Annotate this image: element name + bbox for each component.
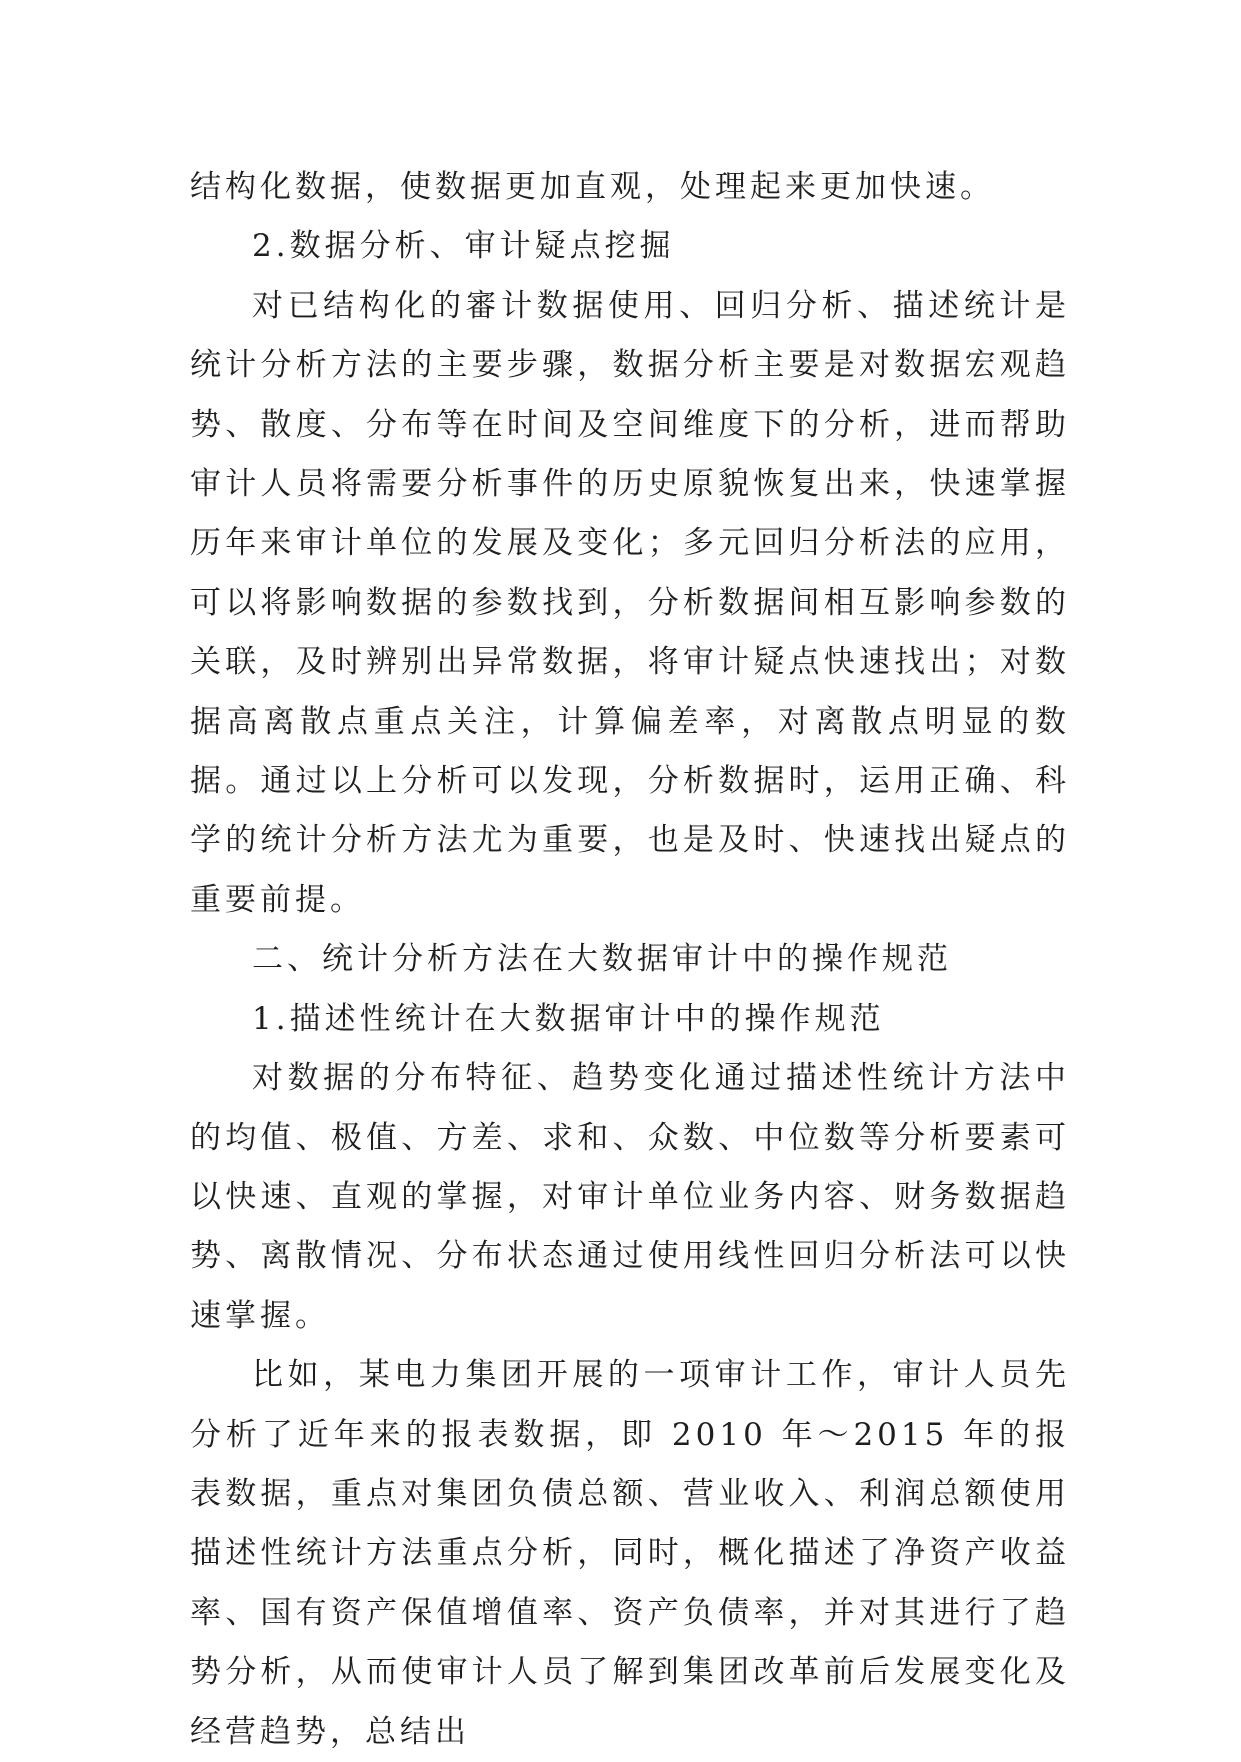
paragraph-1: 结构化数据，使数据更加直观，处理起来更加快速。 — [190, 169, 995, 205]
section-heading-descriptive-statistics: 1.描述性统计在大数据审计中的操作规范 — [252, 1000, 885, 1037]
paragraph-3: 对数据的分布特征、趋势变化通过描述性统计方法中的均值、极值、方差、求和、众数、中位数等分析要素可以快速、直观的掌握，对审计单位业务内容、财务数据趋势、离散情况、分布状态通过使用线性回归分析法可以快速掌握。 — [190, 1060, 1070, 1334]
paragraph-2: 对已结构化的審计数据使用、回归分析、描述统计是统计分析方法的主要步骤，数据分析主要是对数据宏观趋势、散度、分布等在时间及空间维度下的分析，进而帮助审计人员将需要分析事件的历史原貌恢复出来，快速掌握历年来审计单位的发展及变化；多元回归分析法的应用，可以将影响数据的参数找到，分析数据间相互影响参数的关联，及时辨别出异常数据，将审计疑点快速找出；对数据高离散点重点关注，计算偏差率，对离散点明显的数据。通过以上分析可以发现，分析数据时，运用正确、科学的统计分析方法尤为重要，也是及时、快速找出疑点的重要前提。 — [190, 287, 1070, 918]
paragraph-4: 比如，某电力集团开展的一项审计工作，审计人员先分析了近年来的报表数据，即 2010 年～2015 年的报表数据，重点对集团负债总额、营业收入、利润总额使用描述性统计方法重点分析，同时，概化描述了净资产收益率、国有资产保值增值率、资产负债率，并对其进行了趋势分析，从而使审计人员了解到集团改革前后发展变化及经营趋势，总结出 — [190, 1357, 1070, 1750]
chapter-heading-operation-norms: 二、统计分析方法在大数据审计中的操作规范 — [252, 941, 952, 978]
document-body — [190, 158, 1070, 1762]
section-heading-data-analysis: 2.数据分析、审计疑点挖掘 — [252, 228, 675, 265]
